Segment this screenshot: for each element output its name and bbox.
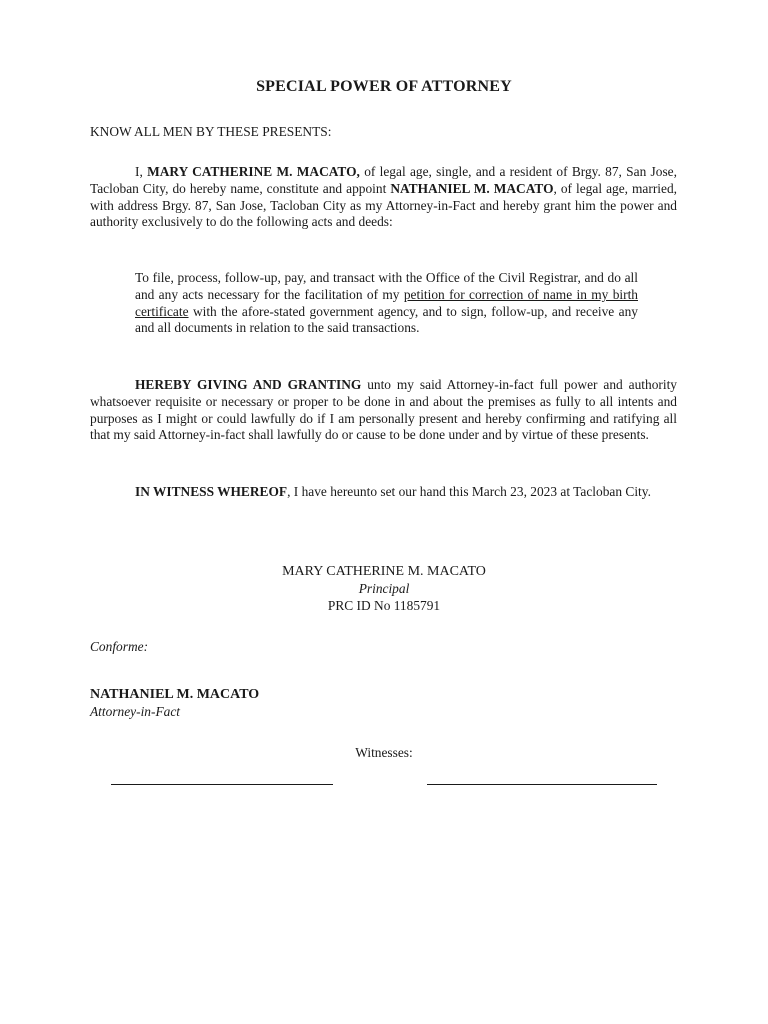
document-title: SPECIAL POWER OF ATTORNEY: [256, 78, 512, 95]
intro-paragraph: [90, 164, 677, 231]
agent-role: Attorney-in-Fact: [90, 704, 180, 719]
conforme-label: Conforme:: [90, 639, 149, 654]
granting-paragraph: [90, 377, 677, 444]
witnesses-label: Witnesses:: [355, 745, 413, 760]
granting-lead: HEREBY GIVING AND GRANTING: [135, 377, 362, 392]
authority-text-2: with the afore-stated government agency, and to sign, follow-up, and receive any and all documents in relation to the said transactions.: [135, 303, 638, 336]
witness-signature-line-1: [111, 784, 333, 785]
authority-paragraph: [135, 270, 638, 337]
agent-name-inline: NATHANIEL M. MACATO: [390, 180, 554, 196]
witness-signature-line-2: [427, 784, 657, 785]
agent-name: NATHANIEL M. MACATO: [90, 687, 260, 702]
authority-underlined: petition for correction of name in my birth certificate: [135, 286, 638, 319]
witness-clause: [90, 484, 677, 501]
principal-role: Principal: [358, 581, 410, 596]
principal-name-inline: MARY CATHERINE M. MACATO,: [147, 164, 360, 179]
salutation: KNOW ALL MEN BY THESE PRESENTS:: [90, 124, 332, 139]
intro-text-1: of legal age, single, and a resident of Brgy. 87, San Jose, Tacloban City, do hereby name, constitute and appoint: [90, 164, 677, 196]
intro-text-2: , of legal age, married, with address Brgy. 87, San Jose, Tacloban City as my Attorney-in-Fact and hereby grant him the power and authority exclusively to do the following acts and deeds:: [90, 180, 677, 230]
principal-id: PRC ID No 1185791: [327, 598, 441, 613]
authority-text-1: To file, process, follow-up, pay, and transact with the Office of the Civil Registrar, and do all and any acts necessary for the facilitation of my: [135, 270, 638, 302]
granting-text: unto my said Attorney-in-fact full power and authority whatsoever requisite or necessary or proper to be done in and about the premises as fully to all intents and purposes as I might or could lawfully do if I am personally present and hereby confirming and ratifying all that my said Attorney-in-fact shall lawfully do or cause to be done under and by virtue of these presents.: [90, 377, 677, 443]
witness-clause-lead: IN WITNESS WHEREOF: [135, 484, 288, 499]
intro-pronoun: I,: [135, 164, 143, 179]
witness-clause-text: , I have hereunto set our hand this March 23, 2023 at Tacloban City.: [287, 484, 651, 499]
principal-name: MARY CATHERINE M. MACATO: [282, 564, 486, 579]
